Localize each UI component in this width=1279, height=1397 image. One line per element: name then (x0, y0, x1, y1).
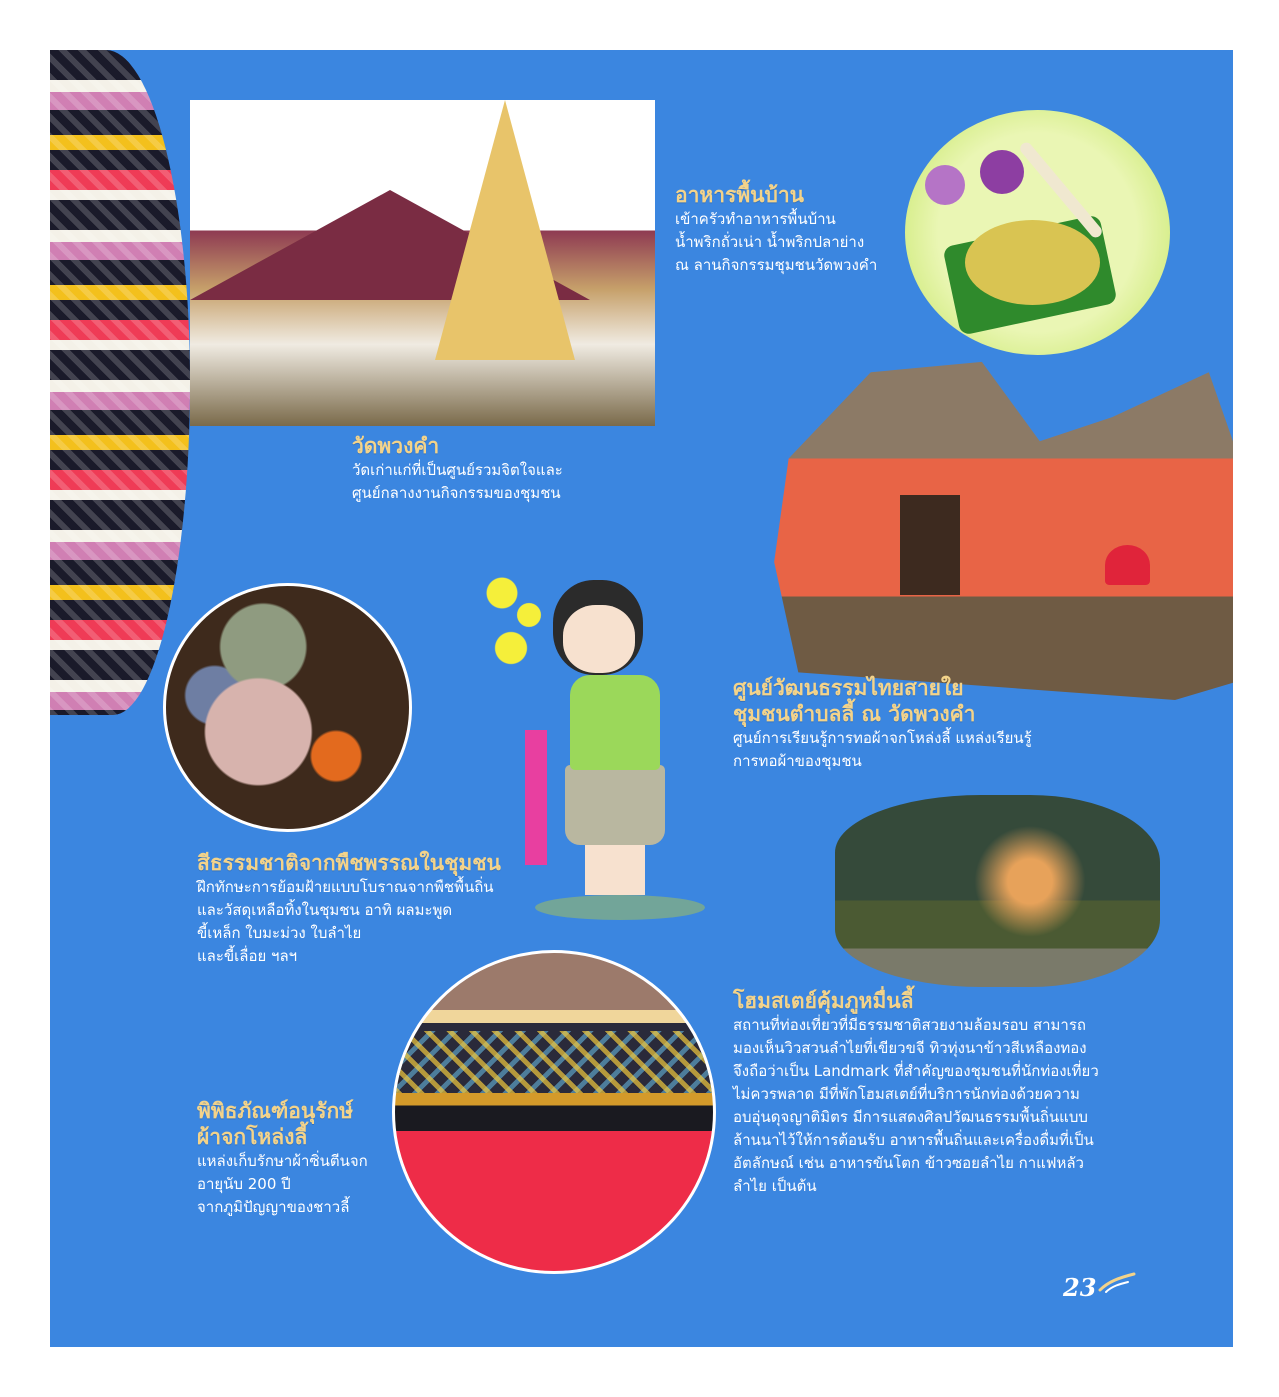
girl-legs (585, 845, 645, 895)
natural-dye-section (197, 850, 557, 968)
textile-pattern-overlay (50, 50, 190, 715)
temple-line-1: วัดเก่าแก่ที่เป็นศูนย์รวมจิตใจและ (352, 461, 563, 479)
homestay-section (733, 988, 1153, 1198)
museum-line-2: อายุนับ 200 ปี (197, 1175, 291, 1193)
food-title: อาหารพื้นบ้าน (675, 183, 804, 207)
dyed-yarn-photo (163, 583, 412, 832)
museum-title-1: พิพิธภัณฑ์อนุรักษ์ (197, 1099, 354, 1123)
girl-skirt (565, 765, 665, 845)
shallot-1 (925, 165, 965, 205)
homestay-line-3: จึงถือว่าเป็น Landmark ที่สำคัญของชุมชนที่นักท่องเที่ยว (733, 1062, 1099, 1080)
museum-section (197, 1098, 417, 1219)
natural-dye-line-2: และวัสดุเหลือทิ้งในชุมชน อาทิ ผลมะพูด (197, 901, 453, 919)
food-illustration (905, 110, 1170, 355)
homestay-line-8: ลำไย เป็นต้น (733, 1177, 817, 1195)
homestay-line-2: มองเห็นวิวสวนลำไยที่เขียวขจี ทิวทุ่งนาข้าวสีเหลืองทอง (733, 1039, 1087, 1057)
culture-center-section (733, 675, 1113, 773)
temple-photo (190, 100, 655, 426)
homestay-photo (835, 795, 1160, 987)
brush-icon (1098, 1272, 1136, 1294)
natural-dye-line-1: ฝึกทักษะการย้อมฝ้ายแบบโบราณจากพืชพื้นถิ่น (197, 878, 494, 896)
museum-line-3: จากภูมิปัญญาของชาวลี้ (197, 1198, 350, 1216)
homestay-line-5: อบอุ่นดุจญาติมิตร มีการแสดงศิลปวัฒนธรรมพื้นถิ่นแบบ (733, 1108, 1088, 1126)
bean-cake (965, 220, 1100, 305)
fabric-diamond-pattern (395, 1031, 713, 1093)
homestay-line-4: ไม่ควรพลาด มีที่พักโฮมสเตย์ที่บริการนักท่องด้วยความ (733, 1085, 1080, 1103)
museum-line-1: แหล่งเก็บรักษาผ้าซิ่นตีนจก (197, 1152, 368, 1170)
natural-dye-line-3: ขี้เหล็ก ใบมะม่วง ใบลำไย (197, 924, 362, 942)
shallot-2 (980, 150, 1024, 194)
culture-center-title-1: ศูนย์วัฒนธรรมไทยสายใย (733, 676, 964, 700)
temple-line-2: ศูนย์กลางงานกิจกรรมของชุมชน (352, 484, 561, 502)
food-section (675, 182, 915, 277)
page-panel (50, 50, 1233, 1347)
temple-title: วัดพวงคำ (352, 434, 440, 458)
food-line-3: ณ ลานกิจกรรมชุมชนวัดพวงคำ (675, 256, 878, 274)
culture-center-title-2: ชุมชนตำบลลี้ ณ วัดพวงคำ (733, 702, 976, 726)
girl-shirt (570, 675, 660, 770)
jok-fabric-photo (392, 950, 716, 1274)
food-line-2: น้ำพริกถั่วเน่า น้ำพริกปลาย่าง (675, 233, 865, 251)
culture-center-line-2: การทอผ้าของชุมชน (733, 752, 862, 770)
natural-dye-line-4: และขี้เลื่อย ฯลฯ (197, 947, 298, 965)
center-heart-decoration (1105, 545, 1150, 585)
homestay-line-7: อัตลักษณ์ เช่น อาหารขันโตก ข้าวซอยลำไย กาแฟหลัว (733, 1154, 1084, 1172)
girl-face (563, 605, 635, 673)
food-line-1: เข้าครัวทำอาหารพื้นบ้าน (675, 210, 836, 228)
center-door (900, 495, 960, 595)
temple-section (352, 433, 672, 505)
temple-spire (435, 100, 575, 360)
natural-dye-title: สีธรรมชาติจากพืชพรรณในชุมชน (197, 851, 501, 875)
textile-pattern-strip (50, 50, 190, 715)
culture-center-photo (750, 355, 1233, 700)
homestay-line-6: ล้านนาไว้ให้การต้อนรับ อาหารพื้นถิ่นและเครื่องดื่มที่เป็น (733, 1131, 1094, 1149)
homestay-line-1: สถานที่ท่องเที่ยวที่มีธรรมชาติสวยงามล้อมรอบ สามารถ (733, 1016, 1086, 1034)
page-number: 23 (1063, 1273, 1097, 1302)
museum-title-2: ผ้าจกโหล่งลี้ (197, 1125, 308, 1149)
ground-shadow (535, 895, 705, 920)
yellow-flowers (475, 560, 565, 670)
homestay-title: โฮมสเตย์คุ้มภูหมื่นลี้ (733, 989, 914, 1013)
dyed-cloth (525, 730, 547, 865)
culture-center-line-1: ศูนย์การเรียนรู้การทอผ้าจกโหล่งลี้ แหล่งเรียนรู้ (733, 729, 1032, 747)
